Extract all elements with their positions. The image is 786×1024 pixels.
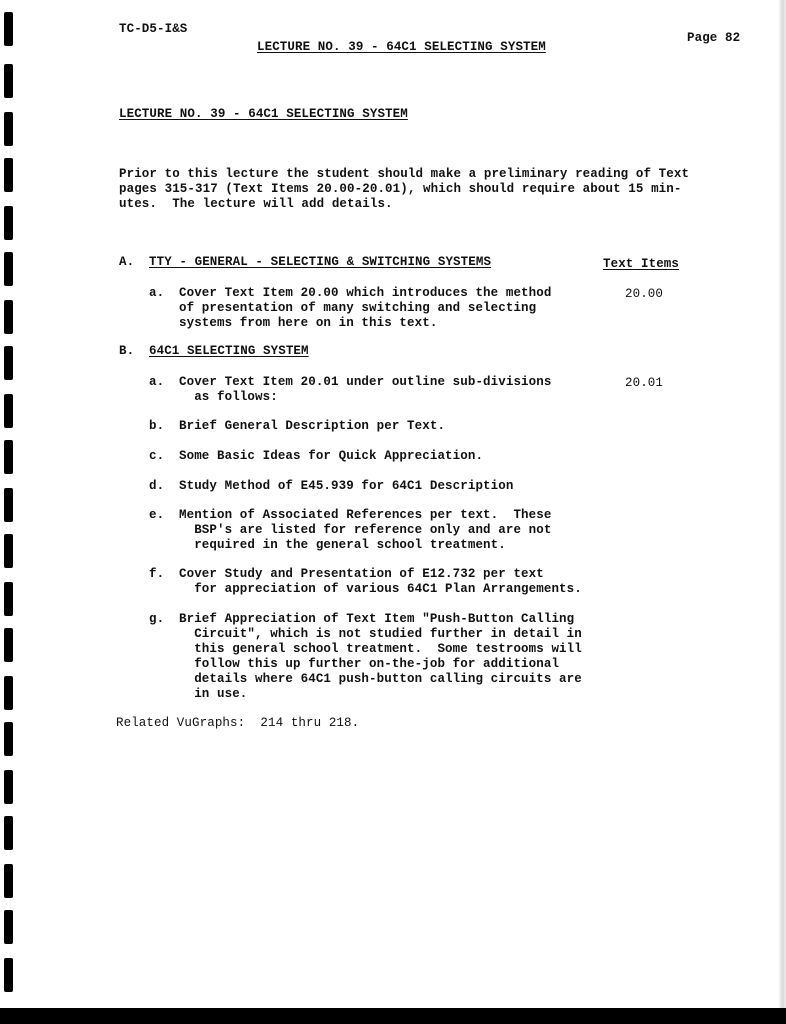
section-marker: B.	[119, 344, 135, 358]
text-items-header: Text Items	[603, 257, 680, 271]
binder-hole	[4, 910, 13, 944]
binder-hole	[4, 252, 13, 286]
binder-hole	[4, 722, 13, 756]
binder-hole	[4, 64, 13, 98]
section-title: 64C1 SELECTING SYSTEM	[149, 344, 309, 358]
item-line: Brief Appreciation of Text Item "Push-Button Calling	[179, 612, 575, 626]
item-line: BSP's are listed for reference only and are not	[179, 523, 552, 537]
binder-hole	[4, 628, 13, 662]
binder-hole	[4, 440, 13, 474]
item-letter: f.	[149, 567, 165, 581]
item-line: of presentation of many switching and selecting	[179, 301, 537, 315]
intro-line: Prior to this lecture the student should make a preliminary reading of Text	[119, 167, 690, 181]
binder-hole	[4, 864, 13, 898]
item-line: Cover Study and Presentation of E12.732 per text	[179, 567, 544, 581]
binder-hole	[4, 770, 13, 804]
intro-line: utes. The lecture will add details.	[119, 197, 393, 211]
item-line: Cover Text Item 20.01 under outline sub-divisions	[179, 375, 552, 389]
item-line: in use.	[179, 687, 248, 701]
scan-border	[0, 1008, 786, 1024]
item-line: Some Basic Ideas for Quick Appreciation.	[179, 449, 484, 463]
item-letter: a.	[149, 286, 165, 300]
binder-holes	[4, 0, 16, 1024]
binder-hole	[4, 346, 13, 380]
item-line: Circuit", which is not studied further in detail in	[179, 627, 582, 641]
related-vugraphs: Related VuGraphs: 214 thru 218.	[116, 716, 360, 730]
item-line: this general school treatment. Some testrooms will	[179, 642, 582, 656]
item-line: required in the general school treatment.	[179, 538, 506, 552]
binder-hole	[4, 488, 13, 522]
binder-hole	[4, 958, 13, 992]
item-letter: b.	[149, 419, 165, 433]
item-line: systems from here on in this text.	[179, 316, 438, 330]
binder-hole	[4, 582, 13, 616]
lecture-heading: LECTURE NO. 39 - 64C1 SELECTING SYSTEM	[119, 107, 408, 121]
item-line: as follows:	[179, 390, 278, 404]
binder-hole	[4, 534, 13, 568]
binder-hole	[4, 206, 13, 240]
binder-hole	[4, 300, 13, 334]
intro-line: pages 315-317 (Text Items 20.00-20.01), which should require about 15 min-	[119, 182, 682, 196]
text-item-ref: 20.01	[625, 376, 664, 390]
item-letter: g.	[149, 612, 165, 626]
binder-hole	[4, 112, 13, 146]
item-line: Brief General Description per Text.	[179, 419, 446, 433]
section-title: TTY - GENERAL - SELECTING & SWITCHING SYSTEMS	[149, 255, 492, 269]
section-marker: A.	[119, 255, 135, 269]
document-code: TC-D5-I&S	[119, 22, 188, 36]
running-title: LECTURE NO. 39 - 64C1 SELECTING SYSTEM	[257, 40, 546, 54]
item-line: Mention of Associated References per text. These	[179, 508, 552, 522]
item-line: Study Method of E45.939 for 64C1 Description	[179, 479, 514, 493]
binder-hole	[4, 676, 13, 710]
page-number: Page 82	[687, 31, 741, 45]
item-line: details where 64C1 push-button calling circuits are	[179, 672, 582, 686]
item-letter: d.	[149, 479, 165, 493]
page-edge-shadow	[778, 0, 786, 1024]
item-letter: a.	[149, 375, 165, 389]
item-line: follow this up further on-the-job for additional	[179, 657, 560, 671]
binder-hole	[4, 394, 13, 428]
binder-hole	[4, 158, 13, 192]
item-letter: e.	[149, 508, 165, 522]
item-line: for appreciation of various 64C1 Plan Arrangements.	[179, 582, 582, 596]
item-letter: c.	[149, 449, 165, 463]
binder-hole	[4, 816, 13, 850]
binder-hole	[4, 12, 13, 46]
text-item-ref: 20.00	[625, 287, 664, 301]
item-line: Cover Text Item 20.00 which introduces the method	[179, 286, 552, 300]
